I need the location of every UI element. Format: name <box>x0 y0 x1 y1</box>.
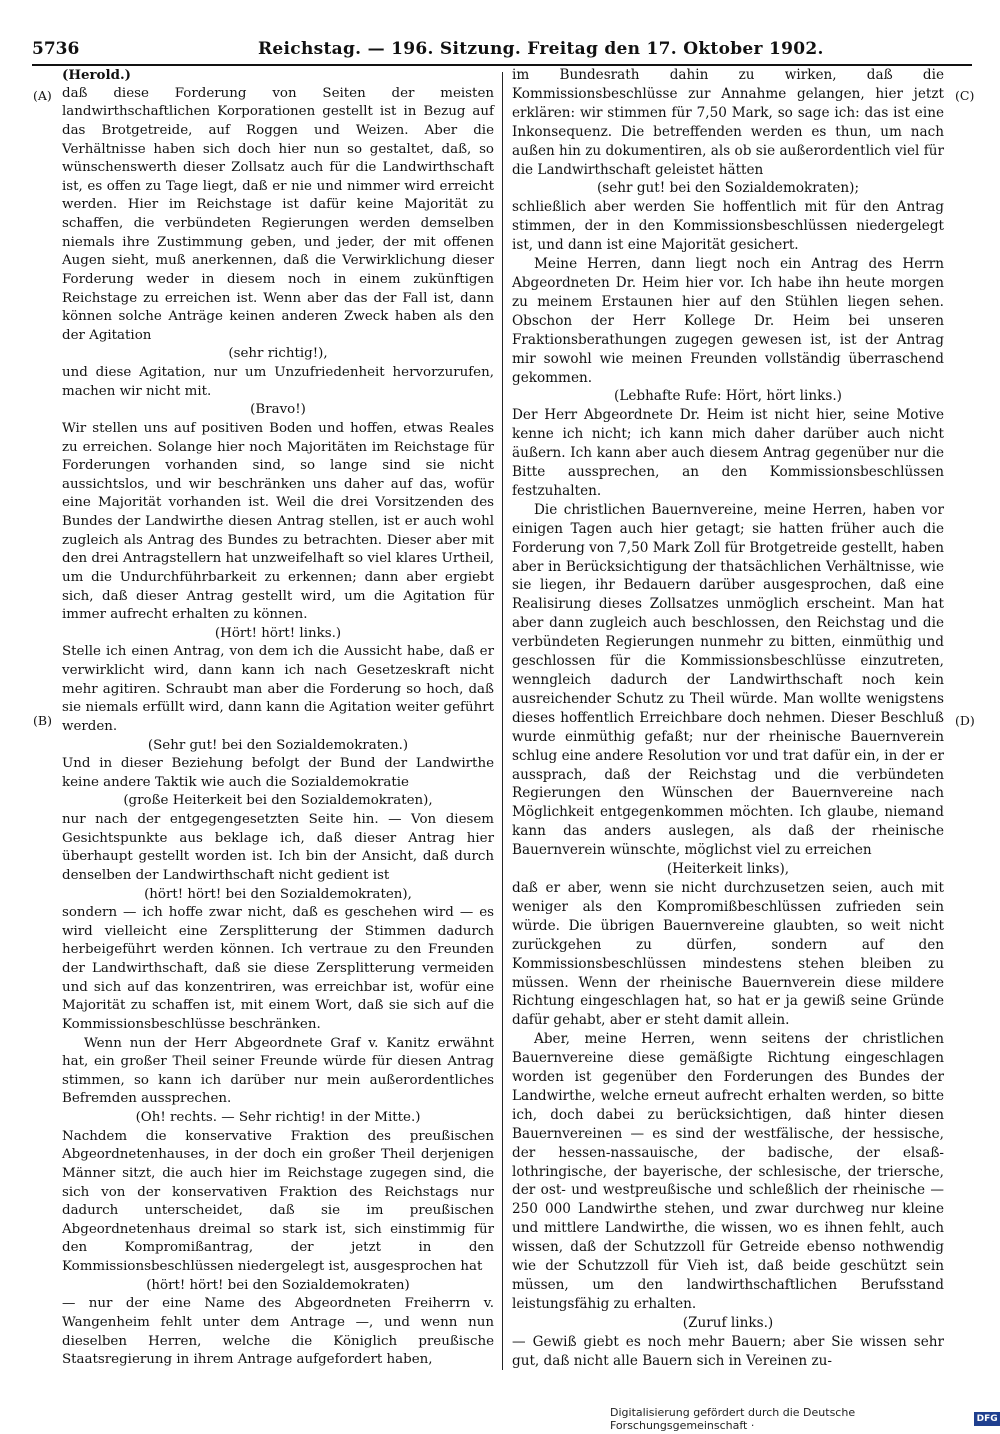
margin-marker-b: (B) <box>33 713 52 728</box>
paragraph: sondern — ich hoffe zwar nicht, daß es geschehen wird — es wird vielleicht eine Zersplitterung der Stimmen dadurch herbeigeführt werden können. Ich vertraue zu den Freunden der Landwirthschaft, daß sie diese Zersplitterung vermeiden und sich auf das konzentriren, was erreichbar ist, wofür eine Majorität zu schaffen ist, mit einem Wort, daß sie sich auf die Kommissionsbeschlüsse beschränken. <box>62 905 494 1032</box>
interjection: (hört! hört! bei den Sozialdemokraten), <box>144 886 412 902</box>
paragraph: Wir stellen uns auf positiven Boden und hoffen, etwas Reales zu erreichen. Solange hier noch Majoritäten im Reichstage für Forderungen vorhanden sind, so lange sind sie nicht aussichtslos, und wir beschränken uns daher auf das, wofür eine Majorität vorhanden ist. Weil die drei Vorsitzenden des Bundes der Landwirthe diesen Antrag stellen, ist er auch wohl zugleich als Antrag des Bundes zu betrachten. Dieser aber mit den drei Antragstellern hat unzweifelhaft so viel klares Urtheil, um die Undurchführbarkeit zu erkennen; dann aber ergiebt sich, daß dieser Antrag gestellt wird, um die Agitation für immer aufrecht erhalten zu können. <box>62 420 494 623</box>
paragraph: Die christlichen Bauernvereine, meine Herren, haben vor einigen Tagen auch hier getagt; sie hatten früher auch die Forderung von 7,50 Mark Zoll für Brotgetreide gestellt, haben aber in Berücksichtigung der thatsächlichen Verhältnisse, wie sie liegen, ihr Bedauern darüber ausgesprochen, daß eine Realisirung dieses Zollsatzes unmöglich erscheint. Man hat aber dann zugleich auch beschlossen, den Reichstag und die verbündeten Regierungen nunmehr zu bitten, einmüthig und geschlossen für die Kommissionsbeschlüsse einzutreten, wenngleich dadurch der Landwirthschaft noch kein ausreichender Schutz zu Theil würde. Man wollte wenigstens dieses hoffentlich Erreichbare doch nehmen. Dieser Beschluß wurde einmüthig gefaßt; nur der rheinische Bauernverein schlug eine andere Resolution vor und trat dafür ein, in der er aussprach, daß der Reichstag und die verbündeten Regierungen den Wünschen der Bauernvereine nach Möglichkeit entgegenkommen möchten. Ich glaube, niemand kann das anders auslegen, als daß der rheinische Bauernverein wünschte, möglichst viel zu erreichen <box>512 501 944 859</box>
interjection: (Sehr gut! bei den Sozialdemokraten.) <box>147 737 409 753</box>
interjection: (Zuruf links.) <box>682 1314 774 1331</box>
left-column <box>62 66 494 1370</box>
interjection: (Heiterkeit links), <box>666 861 790 878</box>
interjection: (hört! hört! bei den Sozialdemokraten) <box>146 1277 410 1293</box>
paragraph: Und in dieser Beziehung befolgt der Bund der Landwirthe keine andere Taktik wie auch die Sozialdemokratie <box>62 756 494 790</box>
paragraph: im Bundesrath dahin zu wirken, daß die Kommissionsbeschlüsse zur Annahme gelangen, hier jetzt erklären: wir stimmen für 7,50 Mark, so sage ich: das ist eine Inkonsequenz. Die betreffenden werden es thun, um nach außen hin zu dokumentiren, als ob sie außerordentlich viel für die Landwirthschaft geleistet hätten <box>512 67 944 178</box>
paragraph: Stelle ich einen Antrag, von dem ich die Aussicht habe, daß er verwirklicht wird, dann kann ich nach Gesetzeskraft nicht mehr agitiren. Schraubt man aber die Forderung so hoch, daß sie niemals erfüllt wird, dann kann die Agitation weiter geführt werden. <box>62 644 494 734</box>
paragraph: — nur der eine Name des Abgeordneten Freiherrn v. Wangenheim fehlt unter dem Antrage —, und wenn nun dieselben Herren, welche die Königlich preußische Staatsregierung in ihrem Antrage aufgefordert haben, <box>62 1296 494 1368</box>
right-column <box>512 66 944 1371</box>
interjection: (Lebhafte Rufe: Hört, hört links.) <box>614 388 842 405</box>
paragraph: Aber, meine Herren, wenn seitens der christlichen Bauernvereine diese gemäßigte Richtung eingeschlagen worden ist gegenüber den Forderungen des Bundes der Landwirthe, welche erneut aufrecht erhalten werden, so bitte ich, doch dabei zu berücksichtigen, daß hinter diesen Bauernvereinen — es sind der westfälische, der hessische, der hessen-nassauische, der badische, der elsaß-lothringische, der bayerische, der schlesische, der triersche, der ost- und westpreußische und schleßlich der rheinische — 250 000 Landwirthe stehen, und zwar durchweg nur kleine und mittlere Landwirthe, die wissen, wo es ihnen fehlt, auch wissen, daß der Schutzzoll für Getreide ebenso nothwendig wie der Schutzzoll für Vieh ist, daß beide geschützt sein müssen, um den landwirthschaftlichen Berufsstand leistungsfähig zu erhalten. <box>512 1031 944 1312</box>
paragraph: und diese Agitation, nur um Unzufriedenheit hervorzurufen, machen wir nicht mit. <box>62 365 494 399</box>
interjection: (Oh! rechts. — Sehr richtig! in der Mitte.) <box>135 1110 421 1125</box>
page-number: 5736 <box>32 39 80 59</box>
dfg-logo: DFG <box>974 1412 1000 1426</box>
interjection: (sehr gut! bei den Sozialdemokraten); <box>596 180 860 197</box>
margin-marker-a: (A) <box>33 88 52 103</box>
paragraph: schließlich aber werden Sie hoffentlich mit für den Antrag stimmen, der in den Kommissionsbeschlüssen niedergelegt ist, und dann ist eine Majorität gesichert. <box>512 199 944 254</box>
paragraph: Nachdem die konservative Fraktion des preußischen Abgeordnetenhauses, in der doch ein großer Theil derjenigen Männer sitzt, die auch hier im Reichstage zugegen sind, die sich von der konservativen Fraktion des Reichstags nur dadurch unterscheidet, daß sie im preußischen Abgeordnetenhaus dreimal so stark ist, sich einstimmig für den Kompromißantrag, der jetzt in den Kommissionsbeschlüssen niedergelegt ist, ausgesprochen hat <box>62 1128 494 1274</box>
margin-marker-d: (D) <box>955 713 975 728</box>
footer-credit: Digitalisierung gefördert durch die Deutsche Forschungsgemeinschaft · <box>610 1406 856 1432</box>
paragraph: Der Herr Abgeordnete Dr. Heim ist nicht hier, seine Motive kenne ich nicht; ich kann mich daher darüber auch nicht äußern. Ich kann aber auch diesem Antrag gegenüber nur die Bitte aussprechen, an den Kommissionsbeschlüssen festzuhalten. <box>512 407 944 499</box>
paragraph: — Gewiß giebt es noch mehr Bauern; aber Sie wissen sehr gut, daß nicht alle Bauern sich in Vereinen zu- <box>512 1333 944 1369</box>
running-title: Reichstag. — 196. Sitzung. Freitag den 17. Oktober 1902. <box>258 39 824 59</box>
interjection: (Hört! hört! links.) <box>214 625 342 641</box>
paragraph: nur nach der entgegengesetzten Seite hin. — Von diesem Gesichtspunkte aus beklage ich, daß dieser Antrag hier überhaupt gestellt worden ist. Ich bin der Ansicht, daß durch denselben der Landwirthschaft nicht gedient ist <box>62 812 494 883</box>
paragraph: Wenn nun der Herr Abgeordnete Graf v. Kanitz erwähnt hat, ein großer Theil seiner Freunde würde für diesen Antrag stimmen, so kann ich darüber nur mein außerordentliches Befremden aussprechen. <box>62 1035 494 1107</box>
interjection: (sehr richtig!), <box>228 346 328 362</box>
paragraph: Meine Herren, dann liegt noch ein Antrag des Herrn Abgeordneten Dr. Heim hier vor. Ich habe ihn heute morgen zu meinem Erstaunen hier auf den Stühlen liegen sehen. Obschon der Herr Kollege Dr. Heim bei unseren Fraktionsberathungen zugegen gewesen ist, ist der Antrag mir sowohl wie meinen Freunden vollständig überraschend gekommen. <box>512 256 944 386</box>
paragraph: daß er aber, wenn sie nicht durchzusetzen seien, auch mit weniger als den Kompromißbeschlüssen zufrieden sein würde. Die übrigen Bauernvereine glaubten, so weit nicht zurückgehen zu dürfen, sondern auf den Kommissionsbeschlüssen mindestens stehen bleiben zu müssen. Wenn der rheinische Bauernverein diese mildere Richtung eingeschlagen hat, so hat er ja gewiß seine Gründe dafür gehabt, aber er steht damit allein. <box>512 879 944 1029</box>
column-divider <box>502 72 503 1370</box>
paragraph: daß diese Forderung von Seiten der meisten landwirthschaftlichen Korporationen gestellt ist in Bezug auf das Brotgetreide, auf Roggen und Weizen. Aber die Verhältnisse haben sich doch hier nun so gestaltet, daß, so wünschenswerth dieser Zollsatz auch für die Landwirthschaft ist, es offen zu Tage liegt, daß er nie und nimmer wird erreicht werden. Hier im Reichstage ist dafür keine Majorität zu schaffen, die verbündeten Regierungen werden demselben niemals ihre Zustimmung geben, und jeder, der mit offenen Augen sieht, muß anerkennen, daß die Verwirklichung dieser Forderung weder in diesem noch in einem zukünftigen Reichstage zu erreichen ist. Wenn aber das der Fall ist, dann können solche Anträge keinen anderen Zweck haben als den der Agitation <box>62 85 494 343</box>
interjection: (große Heiterkeit bei den Sozialdemokraten), <box>123 793 433 809</box>
margin-marker-c: (C) <box>955 88 975 103</box>
interjection: (Bravo!) <box>250 402 306 418</box>
page-header <box>32 36 972 62</box>
footer <box>610 1406 1000 1432</box>
speaker-name: (Herold.) <box>62 67 131 83</box>
